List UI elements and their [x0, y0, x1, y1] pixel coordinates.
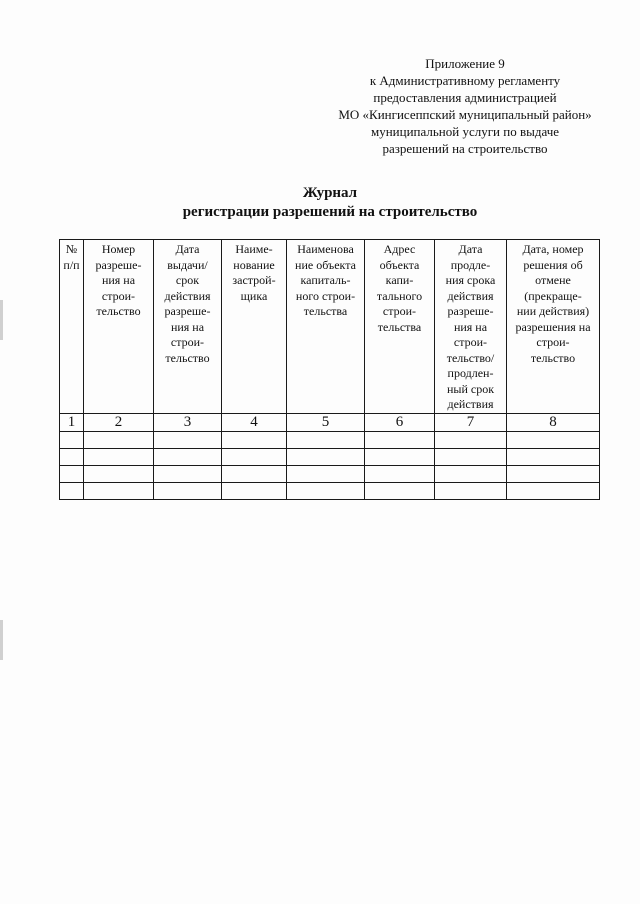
header-text-line: (прекраще-	[524, 288, 582, 303]
empty-cell	[222, 431, 287, 448]
header-cell	[365, 240, 435, 414]
header-text-line: разреше-	[447, 304, 494, 318]
empty-cell	[154, 465, 222, 482]
empty-cell	[287, 431, 365, 448]
header-text-line: строи-	[536, 335, 570, 349]
header-text-line: ния на	[170, 319, 205, 334]
scan-edge-mark	[0, 620, 3, 660]
title-line-1: Журнал	[302, 185, 358, 201]
empty-cell	[154, 431, 222, 448]
header-text-line: Дата	[458, 242, 483, 256]
empty-cell	[435, 482, 507, 499]
header-text-line: действия	[447, 397, 494, 411]
header-text-line: ного строи-	[295, 288, 356, 303]
header-text-line: нии действия)	[516, 304, 590, 318]
header-text-line: тельства	[377, 319, 422, 334]
header-text-line: объекта	[379, 257, 420, 272]
header-text-line: строи-	[101, 288, 136, 303]
empty-cell	[84, 465, 154, 482]
empty-cell	[435, 431, 507, 448]
document-title	[60, 184, 600, 222]
column-number: 7	[435, 413, 507, 431]
empty-cell	[84, 482, 154, 499]
header-text-line: Адрес	[383, 242, 416, 256]
empty-cell	[507, 482, 600, 499]
header-text-line: ния срока	[445, 273, 496, 287]
header-text-line: Дата, номер	[522, 242, 584, 256]
header-text-line: тального	[376, 288, 423, 303]
header-text-line: срок	[175, 273, 200, 287]
column-number: 4	[222, 413, 287, 431]
empty-cell	[222, 465, 287, 482]
header-text-line: разреше-	[95, 257, 142, 272]
appendix-line-5: муниципальной услуги по выдаче	[370, 124, 560, 139]
title-line-2: регистрации разрешений на строительство	[182, 204, 478, 220]
appendix-line-1: Приложение 9	[425, 56, 505, 71]
header-text-line: Дата	[175, 242, 200, 256]
header-text-line: выдачи/	[167, 257, 208, 272]
appendix-line-3: предоставления администрацией	[373, 90, 557, 105]
header-text-line: тельство/	[446, 350, 495, 365]
header-text-line: капиталь-	[300, 273, 351, 287]
empty-cell	[365, 465, 435, 482]
appendix-line-6: разрешений на строительство	[382, 141, 548, 156]
header-text-line: разрешения на	[515, 319, 591, 334]
column-number: 5	[287, 413, 365, 431]
header-text-line: ния на	[453, 319, 488, 334]
empty-cell	[365, 482, 435, 499]
empty-cell	[507, 448, 600, 465]
header-text-line: Наиме-	[235, 242, 273, 256]
header-text-line: строи-	[453, 335, 488, 349]
appendix-line-2: к Административному регламенту	[369, 73, 561, 88]
empty-cell	[60, 448, 84, 465]
header-text-line: ный срок	[446, 381, 495, 396]
header-text-line: действия	[164, 288, 211, 303]
table-row	[60, 431, 600, 448]
column-number: 8	[507, 413, 600, 431]
header-text-line: тельства	[303, 304, 348, 318]
header-cell	[84, 240, 154, 414]
header-text-line: застрой-	[232, 273, 276, 287]
appendix-line-4: МО «Кингисеппский муниципальный район»	[338, 107, 592, 122]
header-text-line: продлен-	[447, 366, 494, 380]
scan-edge-mark	[0, 300, 3, 340]
header-text-line: строи-	[382, 304, 417, 318]
empty-cell	[435, 465, 507, 482]
header-text-line: продле-	[450, 257, 491, 272]
empty-cell	[222, 448, 287, 465]
column-number-row	[60, 413, 600, 431]
header-text-line: действия	[447, 288, 494, 303]
empty-cell	[60, 482, 84, 499]
registration-journal-table	[59, 239, 600, 500]
empty-cell	[507, 465, 600, 482]
empty-cell	[507, 431, 600, 448]
table-row	[60, 465, 600, 482]
column-number: 2	[84, 413, 154, 431]
header-cell	[60, 240, 84, 414]
empty-cell	[435, 448, 507, 465]
header-text-line: ния на	[101, 273, 136, 287]
column-number: 6	[365, 413, 435, 431]
header-text-line: строи-	[170, 335, 205, 349]
table-row	[60, 482, 600, 499]
empty-cell	[287, 465, 365, 482]
header-text-line: решения об	[523, 257, 583, 272]
empty-cell	[287, 482, 365, 499]
empty-cell	[365, 431, 435, 448]
header-text-line: капи-	[385, 273, 414, 287]
header-cell	[435, 240, 507, 414]
empty-cell	[365, 448, 435, 465]
empty-cell	[287, 448, 365, 465]
header-text-line: тельство	[165, 350, 210, 365]
empty-cell	[60, 465, 84, 482]
empty-cell	[154, 448, 222, 465]
header-text-line: нование	[233, 257, 275, 272]
column-number: 1	[60, 413, 84, 431]
empty-cell	[60, 431, 84, 448]
empty-cell	[84, 431, 154, 448]
header-cell	[154, 240, 222, 414]
column-number: 3	[154, 413, 222, 431]
header-text-line: п/п	[63, 257, 80, 272]
appendix-note	[300, 55, 630, 157]
empty-cell	[154, 482, 222, 499]
header-text-line: №	[65, 242, 78, 256]
empty-cell	[84, 448, 154, 465]
header-cell	[287, 240, 365, 414]
header-text-line: Номер	[101, 242, 136, 256]
table-row	[60, 448, 600, 465]
empty-cell	[222, 482, 287, 499]
header-cell	[507, 240, 600, 414]
header-text-line: тельство	[530, 350, 576, 365]
header-text-line: щика	[240, 288, 268, 303]
header-text-line: отмене	[535, 273, 571, 287]
header-text-line: разреше-	[164, 304, 211, 318]
header-text-line: тельство	[96, 304, 141, 318]
header-text-line: Наименова	[297, 242, 354, 256]
header-row	[60, 240, 600, 414]
header-cell	[222, 240, 287, 414]
header-text-line: ние объекта	[295, 257, 356, 272]
